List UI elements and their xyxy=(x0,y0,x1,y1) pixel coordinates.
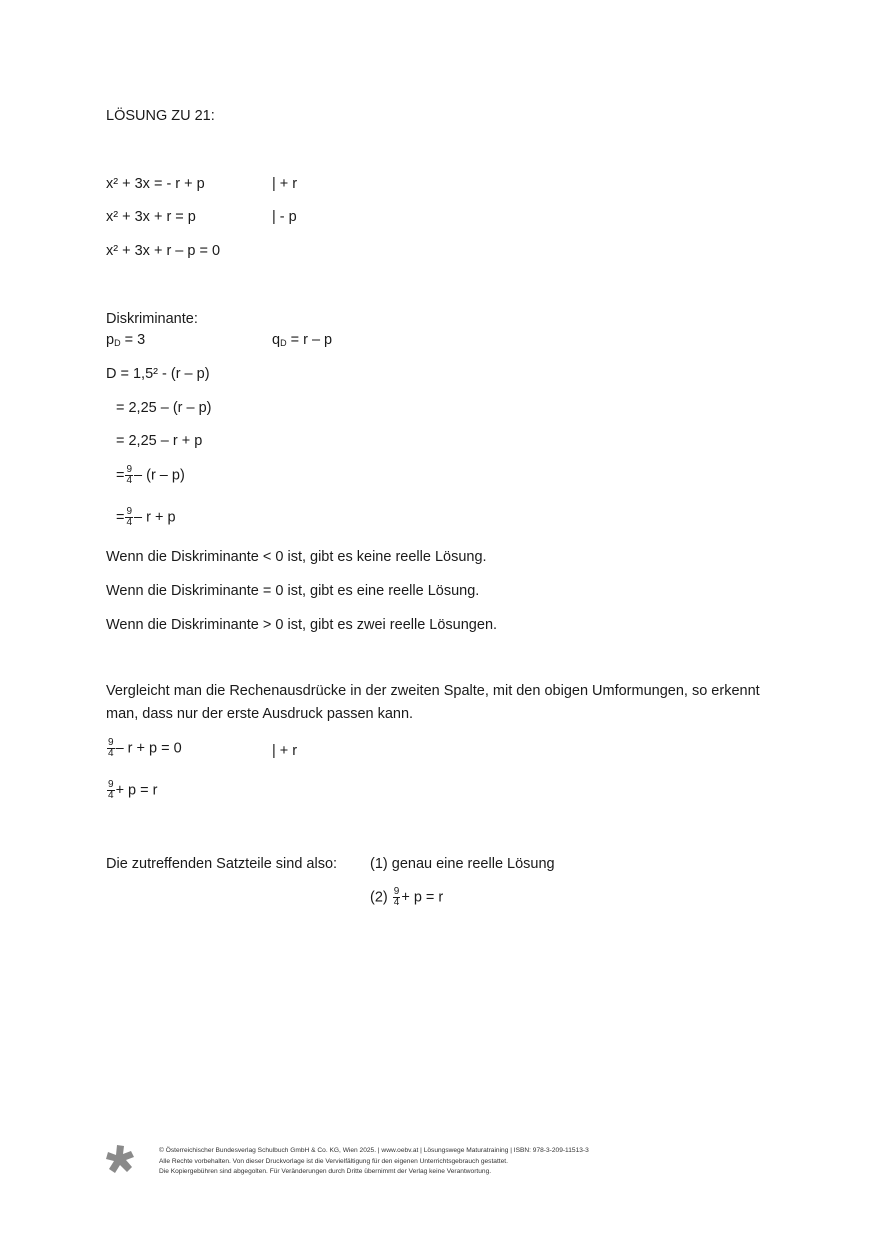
equation-2: x² + 3x + r = p xyxy=(106,209,196,225)
discriminant-step-1: D = 1,5² - (r – p) xyxy=(106,366,210,382)
q-value: $q_D = r - p$ xyxy=(272,332,333,348)
conclusion-label: Die zutreffenden Satzteile sind also: xyxy=(106,856,338,872)
equation-3: x² + 3x + r – p = 0 xyxy=(106,243,221,259)
pq-values xyxy=(106,331,333,352)
discriminant-label: Diskriminante: xyxy=(106,311,198,327)
conclusion-item-2: (2) $\frac{9}{4}$ + p = r xyxy=(370,886,444,908)
discriminant-step-3: = 2,25 – r + p xyxy=(116,433,203,449)
p-value: $p_D = 3$ xyxy=(106,332,146,348)
fraction-nine-quarters: $\frac{9}{4}$ xyxy=(126,464,133,486)
page-heading: LÖSUNG ZU 21: xyxy=(106,108,215,124)
footer xyxy=(159,1146,589,1178)
final-equation-1-operation: | + r xyxy=(272,743,298,759)
case-zero: Wenn die Diskriminante = 0 ist, gibt es eine reelle Lösung. xyxy=(106,583,480,599)
footer-copyright: © Österreichischer Bundesverlag Schulbuch GmbH & Co. KG, Wien 2025. | www.oebv.at | Lösungswege Maturatraining | ISBN: 978-3-209-11513-3 xyxy=(159,1147,589,1154)
fraction-nine-quarters: $\frac{9}{4}$ xyxy=(108,779,114,801)
fraction-nine-quarters: $\frac{9}{4}$ xyxy=(126,506,133,528)
case-positive: Wenn die Diskriminante > 0 ist, gibt es zwei reelle Lösungen. xyxy=(106,617,498,633)
case-negative: Wenn die Diskriminante < 0 ist, gibt es keine reelle Lösung. xyxy=(106,549,487,565)
comparison-paragraph: Vergleicht man die Rechenausdrücke in der zweiten Spalte, mit den obigen Umformungen, so erkennt man, dass nur der erste Ausdruck passen kann. xyxy=(106,683,760,722)
footer-disclaimer: Die Kopiergebühren sind abgegolten. Für Veränderungen durch Dritte übernimmt der Verlag keine Verantwortung. xyxy=(159,1168,492,1175)
equation-row-1 xyxy=(106,175,298,193)
discriminant-step-2: = 2,25 – (r – p) xyxy=(116,400,212,416)
equation-1-operation: | + r xyxy=(272,176,298,192)
final-equation-2: $\frac{9}{4}$ + p = r xyxy=(108,779,158,801)
footer-rights: Alle Rechte vorbehalten. Von dieser Druckvorlage ist die Vervielfältigung für den eigenen Unterrichtsgebrauch gestattet. xyxy=(159,1157,508,1165)
final-equation-1: $\frac{9}{4}$ – r + p = 0 | + r xyxy=(108,737,298,759)
equation-2-operation: | - p xyxy=(272,209,297,225)
fraction-nine-quarters: $\frac{9}{4}$ xyxy=(393,886,400,908)
equation-row-2 xyxy=(106,208,297,226)
discriminant-step-4: = $\frac{9}{4}$ – (r – p) xyxy=(116,464,185,486)
equation-1: x² + 3x = - r + p xyxy=(106,176,205,192)
fraction-nine-quarters: $\frac{9}{4}$ xyxy=(108,737,114,759)
publisher-logo-icon xyxy=(104,1143,136,1175)
discriminant-step-5: = $\frac{9}{4}$ – r + p xyxy=(116,506,176,528)
conclusion-item-1: (1) genau eine reelle Lösung xyxy=(370,856,555,872)
